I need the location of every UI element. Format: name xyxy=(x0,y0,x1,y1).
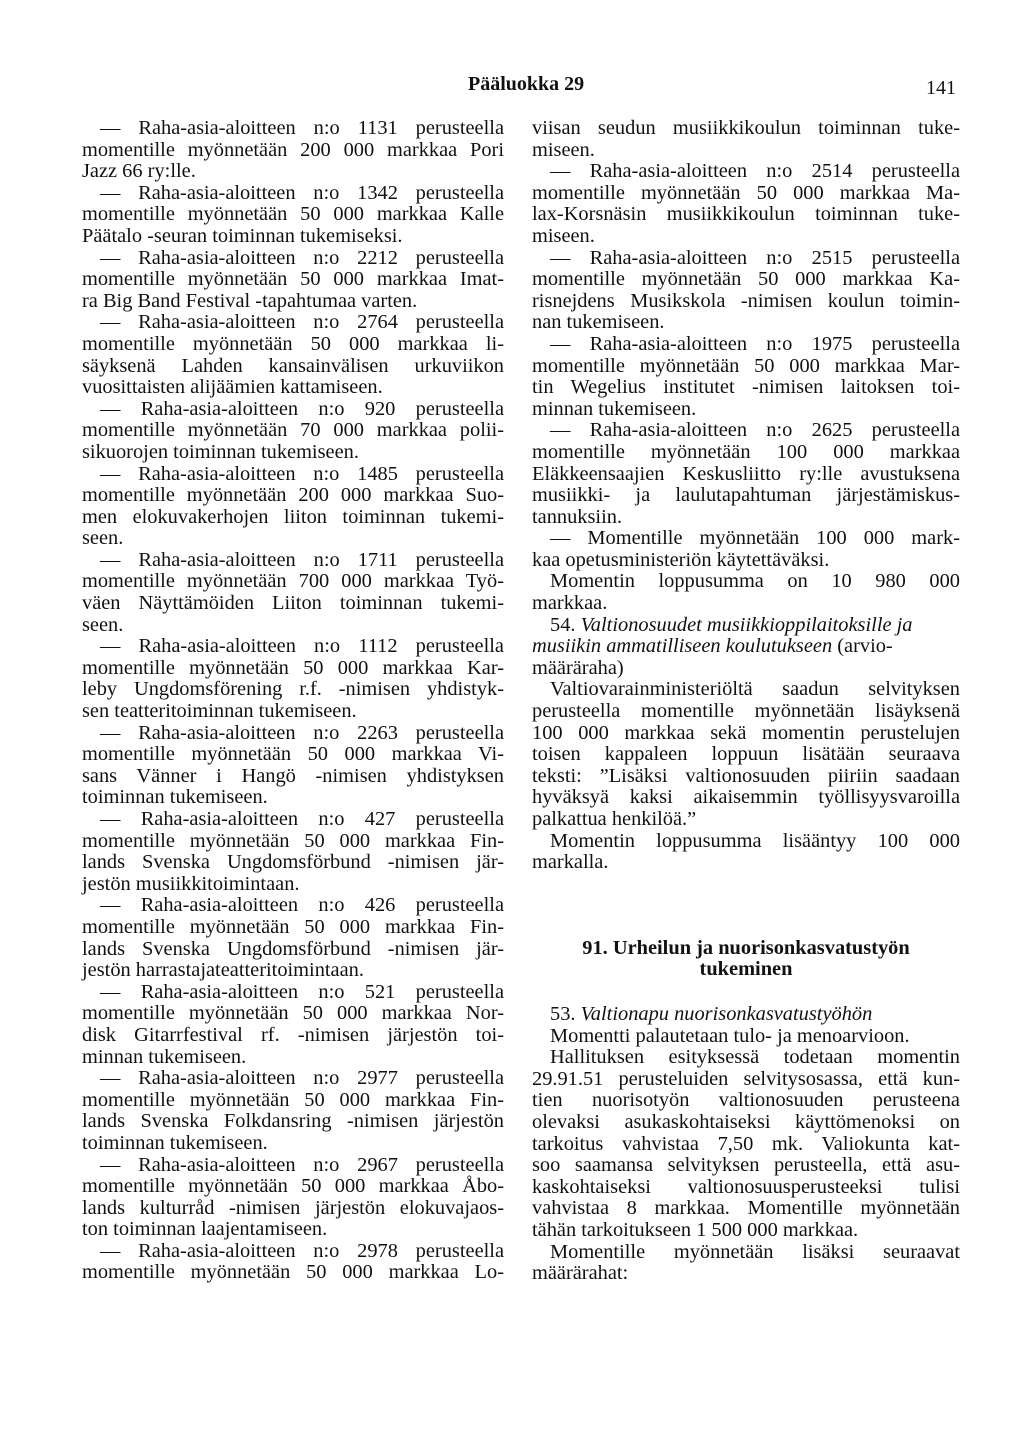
text-line: minnan tukemiseen. xyxy=(82,1045,247,1068)
text-line: lands Svenska Ungdomsförbund -nimisen jär- xyxy=(82,937,504,960)
text-line: väen Näyttämöiden Liiton toiminnan tukemi- xyxy=(82,592,504,615)
text-line: momentille myönnetään 50 000 markkaa Fin- xyxy=(82,1088,504,1111)
appropriation-entry xyxy=(532,528,960,571)
text-line: momentille myönnetään 200 000 markkaa Pori xyxy=(82,138,504,161)
text-line: tin Wegelius institutet -nimisen laitoksen toi- xyxy=(532,376,960,399)
text-line: olevaksi asukaskohtaiseksi käyttömenoksi on xyxy=(532,1110,960,1133)
text-line: lax-Korsnäsin musiikkikoulun toiminnan tuke- xyxy=(532,203,960,226)
text-line: sen teatteritoiminnan tukemiseen. xyxy=(82,700,357,723)
page-number: 141 xyxy=(926,77,956,99)
text-line: tähän tarkoitukseen 1 500 000 markkaa. xyxy=(532,1218,859,1241)
text-line: momentille myönnetään 700 000 markkaa Työ- xyxy=(82,570,504,593)
text-line: — Raha-asia-aloitteen n:o 1485 perusteella xyxy=(100,462,504,485)
text-line: tien nuorisotyön valtionosuuden perusteena xyxy=(532,1089,960,1112)
text-line: toisen kappaleen loppuun lisätään seuraava xyxy=(532,743,960,766)
text-line: Valtiovarainministeriöltä saadun selvityksen xyxy=(550,678,960,701)
text-line: — Raha-asia-aloitteen n:o 920 perusteella xyxy=(100,397,504,420)
total-paragraph xyxy=(532,831,960,874)
appropriation-entry xyxy=(82,550,504,636)
appropriation-entry xyxy=(82,723,504,809)
left-column xyxy=(82,118,504,1284)
text-line: risnejdens Musikskola -nimisen koulun toimin- xyxy=(532,289,960,312)
text-line: — Raha-asia-aloitteen n:o 2977 perusteella xyxy=(100,1067,504,1090)
text-line: hyväksyä kaksi aikaisemmin työllisyysvaroilla xyxy=(532,786,960,809)
appropriation-entry xyxy=(82,464,504,550)
appropriation-entry xyxy=(82,1068,504,1154)
text-line: markalla. xyxy=(532,851,609,874)
text-line: tarkoitus vahvistaa 7,50 mk. Valiokunta kat- xyxy=(532,1132,960,1155)
text-line: momentille myönnetään 200 000 markkaa Suo- xyxy=(82,484,504,507)
text-line: miseen. xyxy=(532,138,595,161)
text-line: Momentin loppusumma on 10 980 000 xyxy=(550,570,960,593)
text-line: momentille myönnetään 50 000 markkaa Vi- xyxy=(82,743,504,766)
text-line: musiikki- ja laulutapahtuman järjestämiskus- xyxy=(532,484,960,507)
appropriation-entry xyxy=(82,982,504,1068)
text-line: vuosittaisten alijäämien kattamiseen. xyxy=(82,376,383,399)
text-line: momentille myönnetään 100 000 markkaa xyxy=(532,440,960,463)
appropriation-entry xyxy=(532,420,960,528)
text-line: minnan tukemiseen. xyxy=(532,397,697,420)
text-line: disk Gitarrfestival rf. -nimisen järjestön toi- xyxy=(82,1023,504,1046)
text-line: — Raha-asia-aloitteen n:o 2978 perusteella xyxy=(100,1239,504,1262)
text-line: seen. xyxy=(82,527,124,550)
text-line: momentille myönnetään 50 000 markkaa Nor- xyxy=(82,1002,504,1025)
text-line: säyksenä Lahden kansainvälisen urkuviikon xyxy=(82,354,504,377)
appropriation-entry xyxy=(532,334,960,420)
right-column xyxy=(532,118,960,1285)
text-line: momentille myönnetään 50 000 markkaa Lo- xyxy=(82,1261,504,1284)
text-line: men elokuvakerhojen liiton toiminnan tukemi- xyxy=(82,505,504,528)
text-line: viisan seudun musiikkikoulun toiminnan tuke- xyxy=(532,117,960,139)
text-line: — Momentille myönnetään 100 000 mark- xyxy=(550,527,960,550)
item-53-heading xyxy=(532,1004,960,1026)
appropriation-entry xyxy=(82,809,504,895)
text-line: vahvistaa 8 markkaa. Momentille myönnetään xyxy=(532,1197,960,1220)
text-line: Eläkkeensaajien Keskusliitto ry:lle avustuksena xyxy=(532,462,960,485)
item-53-number: 53. xyxy=(550,1002,576,1025)
appropriation-entry xyxy=(532,161,960,247)
section-heading xyxy=(532,938,960,981)
text-line: teksti: ”Lisäksi valtionosuuden piiriin saadaan xyxy=(532,764,960,787)
text-line: Päätalo -seuran toiminnan tukemiseksi. xyxy=(82,224,403,247)
text-line: momentille myönnetään 50 000 markkaa Åbo- xyxy=(82,1175,504,1198)
text-line: lands Svenska Ungdomsförbund -nimisen jär- xyxy=(82,851,504,874)
text-line: markkaa. xyxy=(532,592,608,615)
item-54-title-suffix: (arvio- xyxy=(832,635,893,658)
appropriation-entry xyxy=(82,248,504,313)
text-line: Jazz 66 ry:lle. xyxy=(82,160,196,183)
text-line: soo saamansa selvityksen perusteella, että asu- xyxy=(532,1154,960,1177)
item-54-heading xyxy=(532,615,960,680)
text-line: ra Big Band Festival -tapahtumaa varten. xyxy=(82,289,418,312)
section-title-line1: 91. Urheilun ja nuorisonkasvatustyön xyxy=(582,936,910,959)
text-line: — Raha-asia-aloitteen n:o 2212 perusteella xyxy=(100,246,504,269)
text-line: — Raha-asia-aloitteen n:o 427 perusteella xyxy=(100,808,504,830)
text-line: Momentille myönnetään lisäksi seuraavat xyxy=(550,1240,960,1263)
text-line: toiminnan tukemiseen. xyxy=(82,786,268,809)
appropriation-entry xyxy=(532,248,960,334)
appropriation-entry xyxy=(82,399,504,464)
appropriation-entry xyxy=(82,312,504,398)
text-line: — Raha-asia-aloitteen n:o 1112 perusteella xyxy=(100,635,504,658)
text-line: 29.91.51 perusteluiden selvitysosassa, että kun- xyxy=(532,1067,960,1090)
text-line: miseen. xyxy=(532,224,595,247)
text-line: toiminnan tukemiseen. xyxy=(82,1131,268,1154)
text-line: perusteella momentille myönnetään lisäyksenä xyxy=(532,700,960,723)
section-title-line2: tukeminen xyxy=(699,958,793,981)
text-line: momentille myönnetään 50 000 markkaa Fin- xyxy=(82,829,504,852)
text-line: Hallituksen esityksessä todetaan momentin xyxy=(550,1046,960,1069)
text-line: — Raha-asia-aloitteen n:o 2515 perusteella xyxy=(550,246,960,269)
text-line: seen. xyxy=(82,613,124,636)
text-line: palkattua henkilöä.” xyxy=(532,808,697,830)
text-line: — Raha-asia-aloitteen n:o 426 perusteella xyxy=(100,894,504,917)
text-line: nan tukemiseen. xyxy=(532,311,665,334)
text-line: leby Ungdomsförening r.f. -nimisen yhdistyk- xyxy=(82,678,504,701)
text-line: — Raha-asia-aloitteen n:o 1975 perusteella xyxy=(550,332,960,355)
text-line: sikuorojen toiminnan tukemiseen. xyxy=(82,440,359,463)
text-line: kaa opetusministeriön käytettäväksi. xyxy=(532,548,830,571)
item-54-number: 54. xyxy=(550,613,576,636)
text-line: — Raha-asia-aloitteen n:o 2625 perusteella xyxy=(550,419,960,442)
text-line: — Raha-asia-aloitteen n:o 1711 perusteella xyxy=(100,548,504,571)
item-54-body xyxy=(532,679,960,830)
continued-paragraph xyxy=(532,118,960,161)
text-line: momentille myönnetään 70 000 markkaa polii- xyxy=(82,419,504,442)
appropriation-entry xyxy=(82,118,504,183)
appropriation-entry xyxy=(82,1241,504,1284)
item-54-title-line1: Valtionosuudet musiikkioppilaitoksille ja xyxy=(580,613,913,636)
text-line: — Raha-asia-aloitteen n:o 2263 perusteella xyxy=(100,721,504,744)
page-title: Pääluokka 29 xyxy=(468,73,585,95)
text-line: kaskohtaiseksi valtionosuusperusteeksi tulisi xyxy=(532,1175,960,1198)
text-line: jestön musiikkitoimintaan. xyxy=(82,872,300,895)
item-53-paragraph xyxy=(532,1026,960,1048)
text-line: — Raha-asia-aloitteen n:o 2967 perusteella xyxy=(100,1153,504,1176)
text-line: — Raha-asia-aloitteen n:o 2764 perusteella xyxy=(100,311,504,334)
text-line: momentille myönnetään 50 000 markkaa Ka- xyxy=(532,268,960,291)
text-line: momentille myönnetään 50 000 markkaa Imat- xyxy=(82,268,504,291)
text-line: momentille myönnetään 50 000 markkaa li- xyxy=(82,332,504,355)
text-line: — Raha-asia-aloitteen n:o 521 perusteella xyxy=(100,980,504,1003)
appropriation-entry xyxy=(82,1155,504,1241)
text-line: momentille myönnetään 50 000 markkaa Kar- xyxy=(82,656,504,679)
text-line: sans Vänner i Hangö -nimisen yhdistyksen xyxy=(82,764,504,787)
item-54-title-line3: määräraha) xyxy=(532,656,624,679)
text-line: määrärahat: xyxy=(532,1262,629,1285)
text-line: lands Svenska Folkdansring -nimisen järjestön xyxy=(82,1110,504,1133)
text-line: 100 000 markkaa sekä momentin perustelujen xyxy=(532,721,960,744)
text-line: Momentin loppusumma lisääntyy 100 000 xyxy=(550,829,960,852)
appropriation-entry xyxy=(82,636,504,722)
total-paragraph xyxy=(532,571,960,614)
text-line: tannuksiin. xyxy=(532,505,623,528)
item-53-title: Valtionapu nuorisonkasvatustyöhön xyxy=(580,1002,873,1025)
item-54-title-line2: musiikin ammatilliseen koulutukseen xyxy=(532,635,833,658)
text-line: momentille myönnetään 50 000 markkaa Kalle xyxy=(82,203,504,226)
text-line: lands kulturråd -nimisen järjestön elokuvajaos- xyxy=(82,1196,504,1219)
text-line: — Raha-asia-aloitteen n:o 2514 perusteella xyxy=(550,160,960,183)
item-53-paragraph xyxy=(532,1242,960,1285)
text-line: ton toiminnan laajentamiseen. xyxy=(82,1218,328,1241)
text-line: — Raha-asia-aloitteen n:o 1131 perusteella xyxy=(100,117,504,139)
item-53-paragraph xyxy=(532,1047,960,1241)
appropriation-entry xyxy=(82,183,504,248)
text-line: jestön harrastajateatteritoimintaan. xyxy=(82,959,364,982)
text-line: momentille myönnetään 50 000 markkaa Mar- xyxy=(532,354,960,377)
text-line: momentille myönnetään 50 000 markkaa Fin- xyxy=(82,915,504,938)
text-line: Momentti palautetaan tulo- ja menoarvioon. xyxy=(550,1024,910,1047)
appropriation-entry xyxy=(82,895,504,981)
text-line: momentille myönnetään 50 000 markkaa Ma- xyxy=(532,181,960,204)
text-line: — Raha-asia-aloitteen n:o 1342 perusteella xyxy=(100,181,504,204)
